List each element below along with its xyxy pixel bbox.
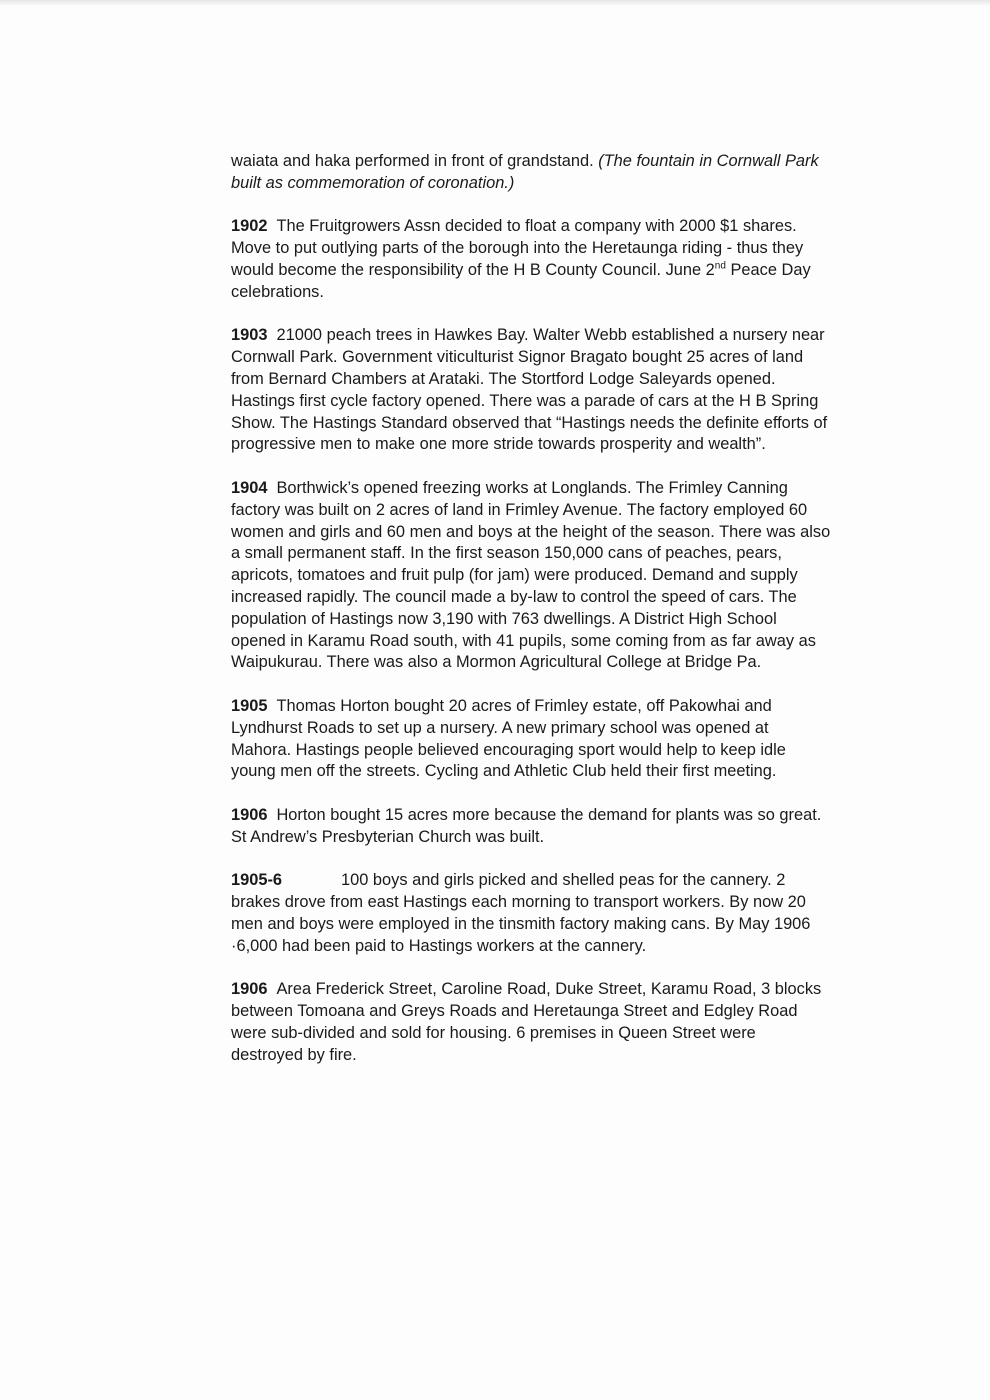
- entry-year: 1906: [231, 980, 268, 999]
- entry-1904: [231, 478, 831, 674]
- entry-year: 1905: [231, 696, 268, 715]
- entry-text: Borthwick’s opened freezing works at Longlands. The Frimley Canning factory was built on 2 acres of land in Frimley Avenue. The factory employed 60 women and girls and 60 men and boys at the height of the season. There was also a small permanent staff. In the first season 150,000 cans of peaches, pears, apricots, tomatoes and fruit pulp (for jam) were produced. Demand and supply increased rapidly. The council made a by-law to control the speed of cars. The population of Hastings now 3,190 with 763 dwellings. A District High School opened in Karamu Road south, with 41 pupils, some coming from as far away as Waipukurau. There was also a Mormon Agricultural College at Bridge Pa.: [231, 478, 831, 672]
- entry-year: 1906: [231, 805, 268, 824]
- entry-text: Area Frederick Street, Caroline Road, Duke Street, Karamu Road, 3 blocks between Tomoana and Greys Roads and Heretaunga Street and Edgley Road were sub-divided and sold for housing. 6 premises in Queen Street were destroyed by fire.: [231, 980, 822, 1064]
- ordinal-suffix: nd: [714, 260, 726, 272]
- entry-1903: [231, 325, 831, 456]
- entry-text-continued: Peace Day celebrations.: [231, 260, 811, 301]
- entry-1905: [231, 696, 831, 783]
- continuation-text: waiata and haka performed in front of grandstand.: [231, 152, 599, 170]
- entry-text: 100 boys and girls picked and shelled peas for the cannery. 2 brakes drove from east Hastings each morning to transport workers. By now 20 men and boys were employed in the tinsmith factory making cans. By May 1906 ·6,000 had been paid to Hastings workers at the cannery.: [231, 871, 811, 955]
- entry-text: The Fruitgrowers Assn decided to float a company with 2000 $1 shares. Move to put outlying parts of the borough into the Heretaunga riding - thus they would become the responsibility of the H B County Council. June 2: [231, 217, 804, 279]
- entry-text: Horton bought 15 acres more because the demand for plants was so great. St Andrew’s Presbyterian Church was built.: [231, 805, 822, 846]
- continuation-paragraph: [231, 151, 831, 195]
- entry-1906-church: [231, 805, 831, 849]
- entry-year: 1904: [231, 478, 268, 497]
- entry-year: 1903: [231, 326, 268, 345]
- entry-year: 1902: [231, 217, 268, 236]
- document-body: [231, 151, 831, 1088]
- entry-1906-housing: [231, 979, 831, 1066]
- scan-top-edge: [0, 0, 990, 6]
- entry-1902: [231, 216, 831, 303]
- continuation-note: (The fountain in Cornwall Park built as commemoration of coronation.): [231, 152, 819, 192]
- entry-1905-6: [231, 870, 831, 957]
- entry-year: 1905-6: [231, 871, 283, 890]
- entry-text: 21000 peach trees in Hawkes Bay. Walter Webb established a nursery near Cornwall Park. Government viticulturist Signor Bragato bought 25 acres of land from Bernard Chambers at Arataki. The Stortford Lodge Saleyards opened. Hastings first cycle factory opened. There was a parade of cars at the H B Spring Show. The Hastings Standard observed that “Hastings needs the definite efforts of progressive men to make one more stride towards prosperity and wealth”.: [231, 326, 828, 454]
- entry-text: Thomas Horton bought 20 acres of Frimley estate, off Pakowhai and Lyndhurst Roads to set up a nursery. A new primary school was opened at Mahora. Hastings people believed encouraging sport would help to keep idle young men off the streets. Cycling and Athletic Club held their first meeting.: [231, 696, 786, 781]
